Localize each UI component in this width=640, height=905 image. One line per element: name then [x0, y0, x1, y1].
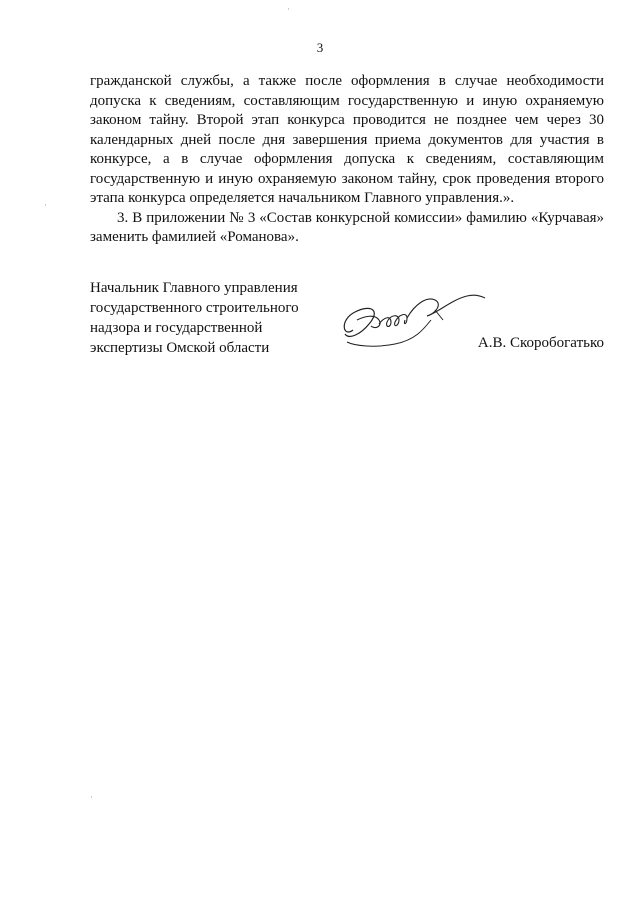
signature-block	[90, 278, 604, 358]
paragraph-item-3: 3. В приложении № 3 «Состав конкурсной комиссии» фамилию «Курчавая» заменить фамилией «Романова».	[90, 209, 604, 245]
paragraph-continuation: гражданской службы, а также после оформления в случае необходимости допуска к сведениям, составляющим государственную и иную охраняемую законом тайну. Второй этап конкурса проводится не позднее чем через 30 календарных дней после дня завершения приема документов для участия в конкурсе, а в случае оформления допуска к сведениям, составляющим государственную и иную охраняемую законом тайну, срок проведения второго этапа конкурса определяется начальником Главного управления.».	[90, 73, 604, 206]
body-text	[90, 72, 604, 248]
position-line: государственного строительного	[90, 300, 299, 316]
signer-position	[90, 278, 330, 358]
handwritten-signature-icon	[335, 290, 495, 350]
scan-mark: ·	[44, 200, 47, 210]
position-line: надзора и государственной	[90, 320, 263, 336]
position-line: Начальник Главного управления	[90, 280, 298, 296]
scan-mark: ·	[287, 4, 290, 14]
scan-mark: ·	[90, 792, 93, 802]
signer-name: А.В. Скоробогатько	[477, 335, 604, 351]
page-number: 3	[316, 40, 324, 55]
position-line: экспертизы Омской области	[90, 340, 270, 356]
